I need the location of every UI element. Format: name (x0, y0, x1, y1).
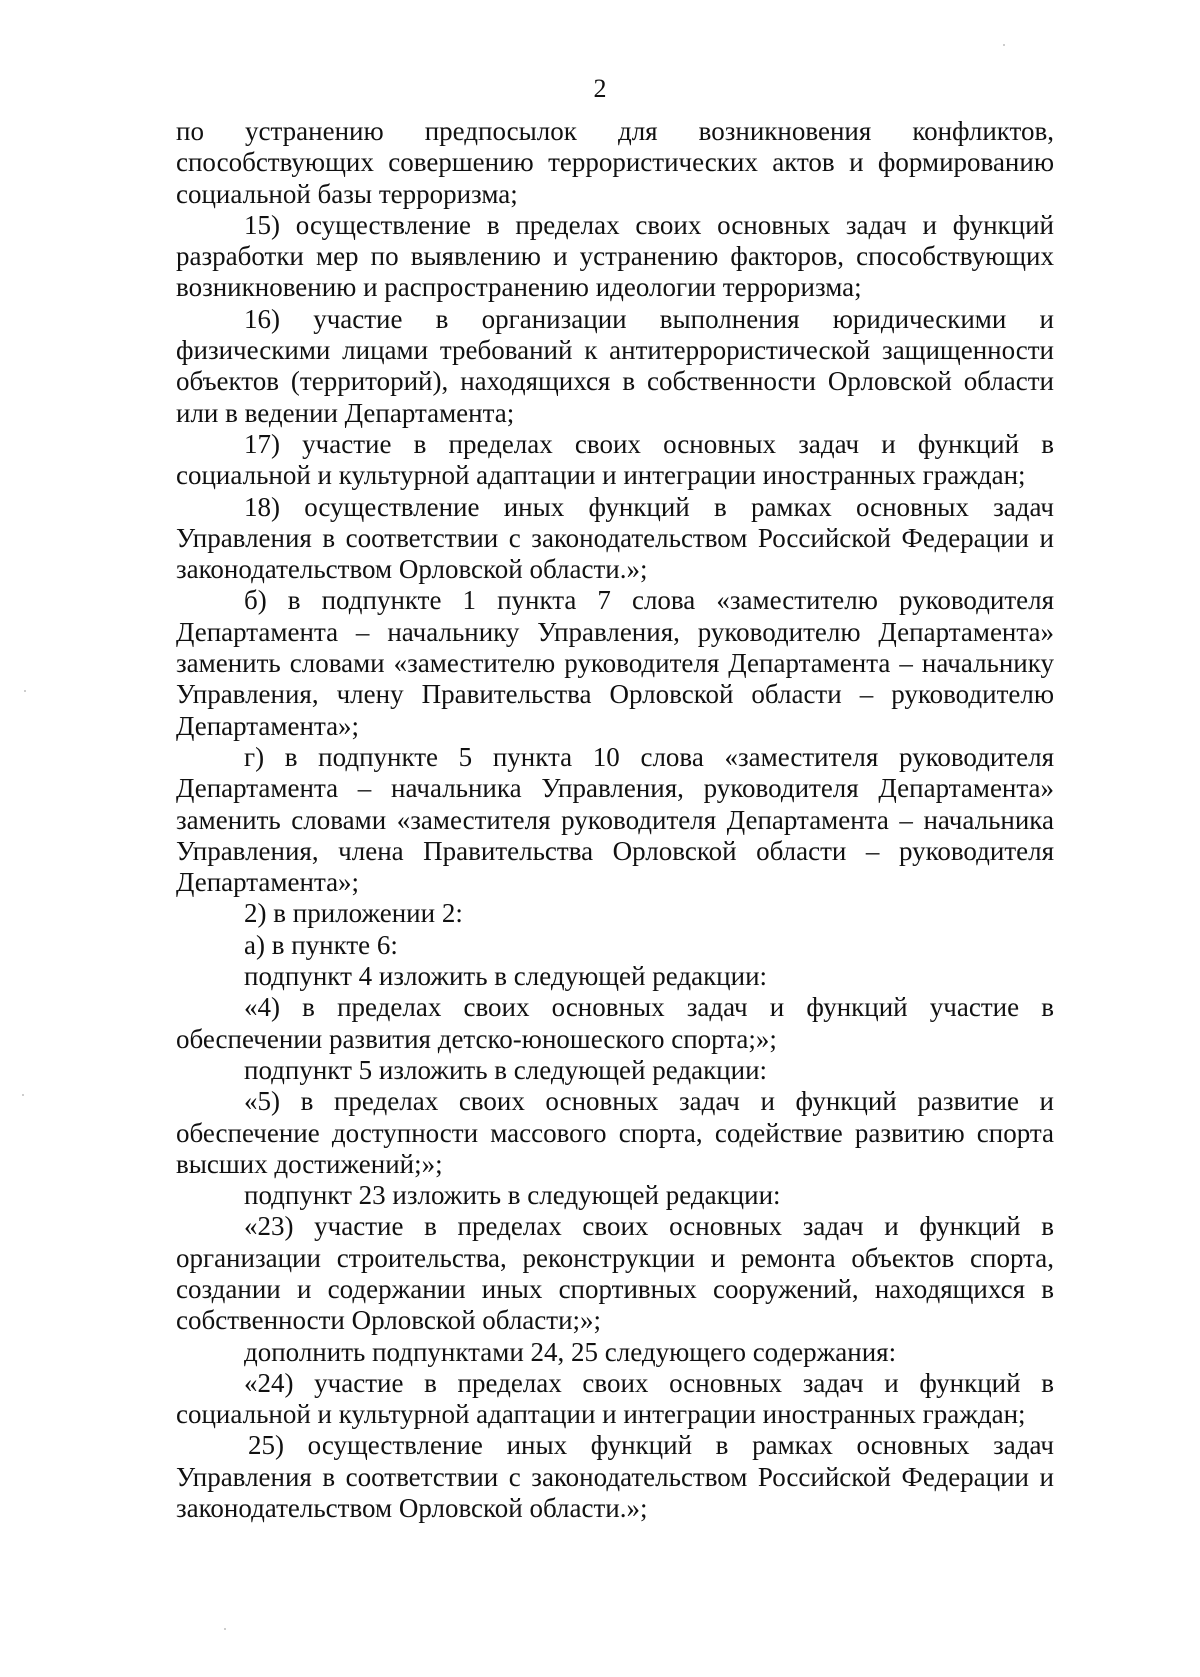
paragraph-subitem-23-heading: подпункт 23 изложить в следующей редакции: (244, 1180, 781, 1211)
scan-speck (224, 1628, 226, 1630)
paragraph-subitem-23-text: «23) участие в пределах своих основных задач и функций в организации строительства, реконструкции и ремонта объектов спорта, создании и содержании иных спортивных сооружений, находящихся в собственности Орловской области;»; (176, 1211, 1054, 1336)
paragraph-subitem-24-text: «24) участие в пределах своих основных задач и функций в социальной и культурной адаптации и интеграции иностранных граждан; (176, 1367, 1054, 1430)
paragraph-item-g: г) в подпункте 5 пункта 10 слова «заместителя руководителя Департамента – начальника Управления, руководителя Департамента» заменить словами «заместителя руководителя Департамента – начальника Управления, члена Правительства Орловской области – руководителя Департамента»; (176, 741, 1054, 898)
paragraph-item-18: 18) осуществление иных функций в рамках основных задач Управления в соответствии с законодательством Российской Федерации и законодательством Орловской области.»; (176, 491, 1054, 585)
paragraph-subitem-4-heading: подпункт 4 изложить в следующей редакции: (244, 961, 768, 992)
paragraph-item-a: а) в пункте 6: (244, 929, 398, 960)
page-number: 2 (593, 74, 607, 103)
paragraph-item-15: 15) осуществление в пределах своих основных задач и функций разработки мер по выявлению и устранению факторов, способствующих возникновению и распространению идеологии терроризма; (176, 209, 1054, 303)
paragraph-subitem-4-text: «4) в пределах своих основных задач и функций участие в обеспечении развития детско-юношеского спорта;»; (176, 992, 1054, 1054)
paragraph-item-16: 16) участие в организации выполнения юридическими и физическими лицами требований к антитеррористической защищенности объектов (территорий), находящихся в собственности Орловской области или в ведении Департамента; (176, 303, 1054, 428)
paragraph-subitem-5-heading: подпункт 5 изложить в следующей редакции: (244, 1054, 768, 1085)
document-body (176, 116, 1054, 1524)
paragraph-supplement-heading: дополнить подпунктами 24, 25 следующего содержания: (244, 1336, 897, 1367)
paragraph-subitem-25-text: 25) осуществление иных функций в рамках основных задач Управления в соответствии с законодательством Российской Федерации и законодательством Орловской области.»; (176, 1430, 1054, 1524)
paragraph-item-17: 17) участие в пределах своих основных задач и функций в социальной и культурной адаптации и интеграции иностранных граждан; (176, 428, 1054, 491)
scan-speck (1003, 44, 1005, 46)
paragraph-subitem-5-text: «5) в пределах своих основных задач и функций развитие и обеспечение доступности массового спорта, содействие развитию спорта высших достижений;»; (176, 1086, 1054, 1179)
paragraph-continuation: по устранению предпосылок для возникновения конфликтов, способствующих совершению террористических актов и формированию социальной базы терроризма; (176, 116, 1054, 209)
scan-speck (24, 690, 26, 692)
paragraph-item-b: б) в подпункте 1 пункта 7 слова «заместителю руководителя Департамента – начальнику Управления, руководителю Департамента» заменить словами «заместителю руководителя Департамента – начальнику Управления, члену Правительства Орловской области – руководителю Департамента»; (176, 585, 1054, 741)
scan-speck (22, 1094, 24, 1096)
paragraph-appendix-2: 2) в приложении 2: (244, 898, 463, 929)
